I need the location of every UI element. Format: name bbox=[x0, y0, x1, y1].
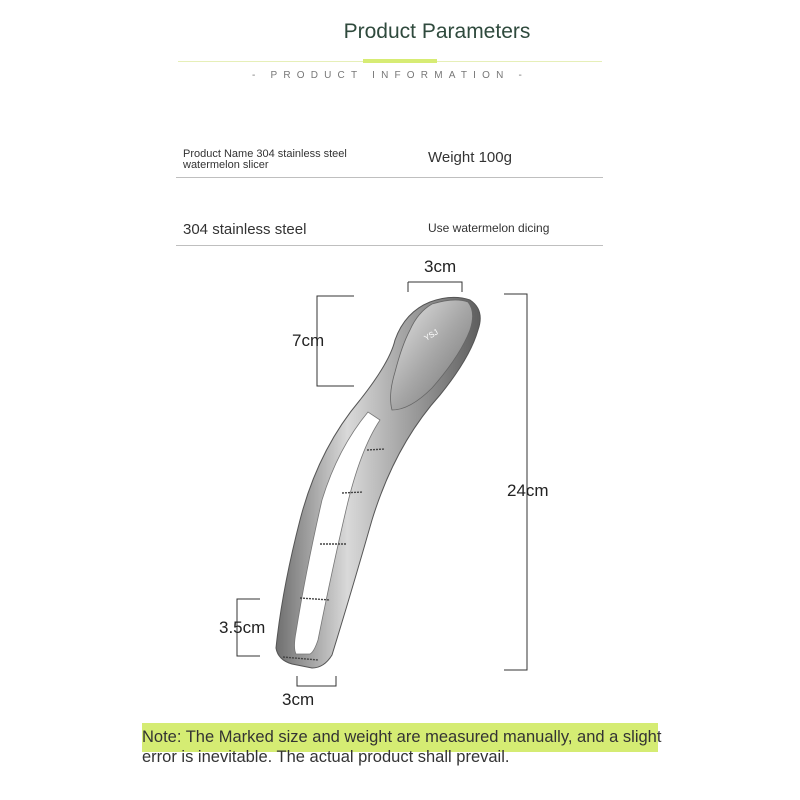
note-text: Note: The Marked size and weight are measured manually, and a slight error is inevitable. The actual product shall prevail. bbox=[142, 728, 662, 766]
top-width-label: 3cm bbox=[424, 257, 457, 276]
bottom-width-bracket bbox=[297, 676, 336, 686]
material-value: 304 stainless steel bbox=[183, 221, 307, 238]
logo-text: YSJ bbox=[422, 327, 440, 343]
top-width-bracket bbox=[408, 282, 462, 292]
head-length-label: 7cm bbox=[292, 331, 325, 350]
page-title: Product Parameters bbox=[343, 20, 531, 43]
total-length-label: 24cm bbox=[507, 481, 549, 500]
gap-label: 3.5cm bbox=[219, 618, 266, 637]
weight-value: Weight 100g bbox=[428, 149, 512, 166]
page-subtitle: - PRODUCT INFORMATION - bbox=[251, 70, 529, 81]
bottom-width-label: 3cm bbox=[282, 690, 315, 709]
use-value: Use watermelon dicing bbox=[428, 221, 550, 235]
product-name-value: Product Name 304 stainless steel watermelon slicer bbox=[183, 148, 347, 171]
watermelon-slicer-image bbox=[276, 297, 480, 668]
